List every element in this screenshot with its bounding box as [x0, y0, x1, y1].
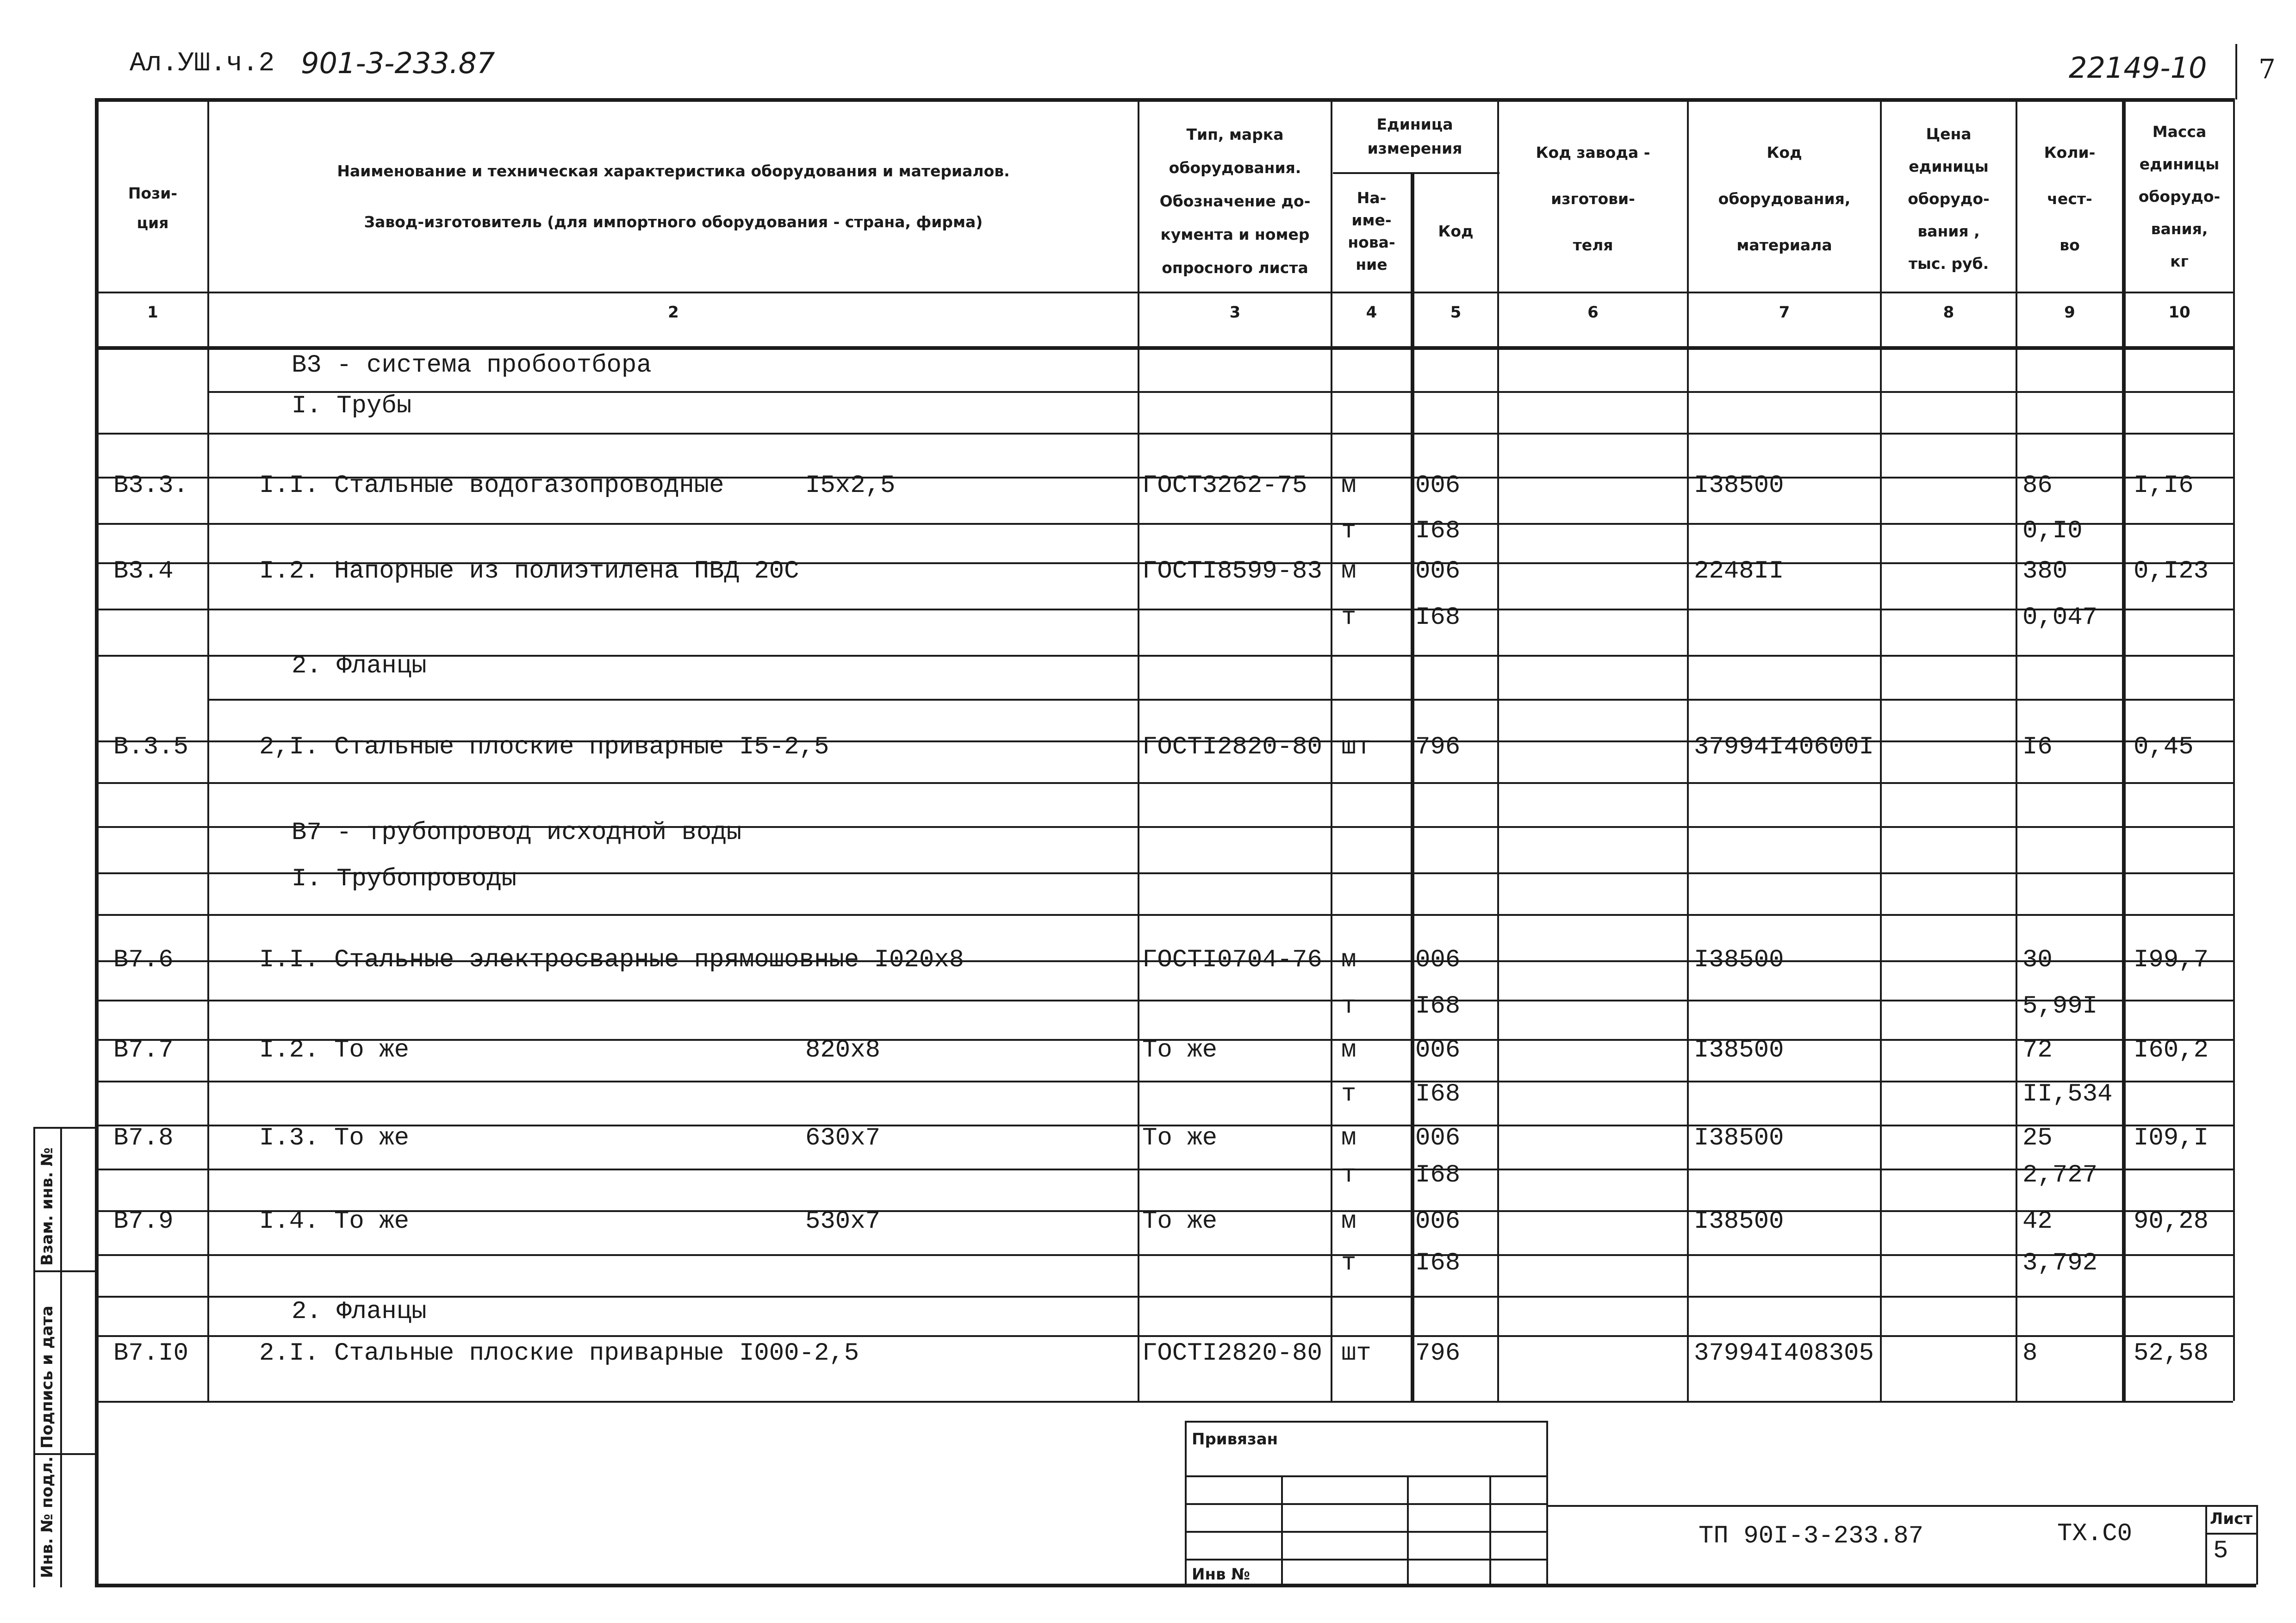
row-code: 37994I40600I: [1694, 733, 1874, 761]
row-code: I38500: [1694, 946, 1784, 974]
column-number: 5: [1450, 303, 1462, 322]
col-line-4: [1411, 172, 1414, 1401]
row-pos: В3.4: [113, 557, 174, 585]
column-number: 4: [1366, 303, 1377, 322]
replace-inventory-label: Взам. инв. №: [38, 1147, 56, 1266]
margin-stamp-line: [33, 1453, 97, 1455]
row-ucode: 006: [1415, 946, 1461, 974]
row-qty: 30: [2022, 946, 2053, 974]
row-gost: ГОСТI2820-80: [1142, 1339, 1322, 1368]
row-ucode: 796: [1415, 1339, 1461, 1368]
stamp-line: [1185, 1475, 1548, 1477]
col-line-7: [1880, 98, 1882, 1401]
row-mass: 52,58: [2134, 1339, 2209, 1368]
sheet-cell-left: [2205, 1505, 2207, 1585]
stamp-line: [1185, 1559, 1548, 1561]
row-line: [207, 391, 2233, 393]
sheet-label: Лист: [2210, 1510, 2252, 1528]
title-line: [1548, 1505, 2256, 1507]
row-name: В7 - трубопровод исходной воды: [292, 819, 742, 847]
col-line-2: [1138, 98, 1139, 1401]
row-ucode: 006: [1415, 472, 1461, 500]
row-line: [95, 1335, 2233, 1337]
row-qty: 42: [2022, 1207, 2053, 1236]
row-pos: В7.7: [113, 1036, 174, 1064]
row-name: I. Трубы: [292, 392, 412, 420]
row-pos: В3.3.: [113, 472, 189, 500]
row-line: [95, 609, 2233, 610]
row-unit: м: [1341, 1036, 1356, 1064]
row-unit: м: [1341, 946, 1356, 974]
row-pos: В7.I0: [113, 1339, 189, 1368]
row-dim: 530х7: [805, 1207, 881, 1236]
row-code: I38500: [1694, 1036, 1784, 1064]
row-qty: 72: [2022, 1036, 2053, 1064]
row-gost: ГОСТI2820-80: [1142, 733, 1322, 761]
column-number: 2: [668, 303, 679, 322]
header-mass: Масса единицы оборудо- вания, кг: [2138, 123, 2221, 270]
row-qty: 380: [2022, 557, 2068, 585]
row-mass: I99,7: [2134, 946, 2209, 974]
table-body-bottom: [95, 1401, 2233, 1403]
row-ucode: 006: [1415, 557, 1461, 585]
inventory-number-label: Инв №: [1192, 1565, 1251, 1584]
col-line-5: [1497, 98, 1499, 1401]
archive-number: 22149-10: [2069, 51, 2207, 85]
row-unit: м: [1341, 472, 1356, 500]
row-qty: 5,99I: [2022, 992, 2098, 1020]
row-unit: т: [1341, 1249, 1356, 1277]
col-line-1: [207, 98, 209, 1401]
album-reference: Ал.УШ.ч.2: [130, 49, 275, 79]
row-name: I.2. Напорные из полиэтилена ПВД 20С: [259, 557, 799, 585]
stamp-top: [1185, 1421, 1548, 1423]
header-position: Пози- ция: [128, 184, 178, 232]
row-line: [95, 433, 2233, 435]
row-unit: т: [1341, 992, 1356, 1020]
table-top-border: [95, 98, 2233, 102]
row-unit: шт: [1341, 733, 1371, 761]
row-line: [95, 1000, 2233, 1001]
header-bottom-line: [95, 292, 2233, 293]
row-ucode: I68: [1415, 517, 1461, 545]
header-unit-code: Код: [1438, 222, 1474, 240]
row-name: 2,I. Стальные плоские приварные I5-2,5: [259, 733, 829, 761]
header-quantity: Коли- чест- во: [2044, 143, 2096, 254]
col-line-9: [2122, 98, 2126, 1401]
column-number: 7: [1779, 303, 1790, 322]
row-pos: В7.6: [113, 946, 174, 974]
signature-date-label: Подпись и дата: [38, 1306, 56, 1449]
page-number-divider: [2235, 44, 2237, 99]
row-code: I38500: [1694, 1207, 1784, 1236]
row-ucode: 796: [1415, 733, 1461, 761]
row-dim: I5х2,5: [805, 472, 896, 500]
row-name: I.2. То же: [259, 1036, 410, 1064]
header-type: Тип, марка оборудования. Обозначение до- кумента и номер опросного листа: [1159, 125, 1311, 277]
row-gost: То же: [1142, 1036, 1218, 1064]
col-line-3: [1331, 98, 1332, 1401]
column-number: 10: [2168, 303, 2190, 322]
row-name: I.3. То же: [259, 1124, 410, 1152]
row-mass: I60,2: [2134, 1036, 2209, 1064]
project-code: 901-3-233.87: [301, 46, 495, 80]
page-bottom-border: [95, 1584, 2256, 1587]
table-right-border: [2233, 98, 2235, 1401]
row-qty: 0,I0: [2022, 517, 2083, 545]
row-code: I38500: [1694, 472, 1784, 500]
row-name: 2. Фланцы: [292, 652, 427, 680]
stamp-col: [1281, 1475, 1283, 1587]
row-ucode: I68: [1415, 992, 1461, 1020]
row-gost: То же: [1142, 1207, 1218, 1236]
document-designation: ТП 90I-3-233.87: [1699, 1522, 1924, 1550]
unit-subheader-line: [1333, 172, 1500, 174]
column-number: 8: [1943, 303, 1954, 322]
column-number: 3: [1229, 303, 1241, 322]
row-unit: м: [1341, 557, 1356, 585]
header-unit-name: На- име- нова- ние: [1348, 189, 1395, 274]
row-name: I.4. То же: [259, 1207, 410, 1236]
row-qty: 0,047: [2022, 603, 2098, 632]
row-line: [95, 782, 2233, 784]
col-line-8: [2016, 98, 2017, 1401]
row-ucode: 006: [1415, 1036, 1461, 1064]
row-ucode: I68: [1415, 1080, 1461, 1108]
column-number: 9: [2064, 303, 2075, 322]
row-name: В3 - система пробоотбора: [292, 351, 652, 379]
margin-stamp-line: [33, 1270, 97, 1272]
row-qty: 8: [2022, 1339, 2038, 1368]
row-qty: I6: [2022, 733, 2053, 761]
header-unit-group: Единица измерения: [1367, 115, 1462, 157]
header-maker-code: Код завода - изготови- теля: [1536, 143, 1650, 254]
column-number: 1: [147, 303, 158, 322]
row-dim: 820х8: [805, 1036, 881, 1064]
original-inventory-label: Инв. № подл.: [38, 1456, 56, 1578]
row-mass: 0,45: [2134, 733, 2194, 761]
row-dim: 630х7: [805, 1124, 881, 1152]
row-gost: ГОСТI8599-83: [1142, 557, 1322, 585]
row-name: 2. Фланцы: [292, 1298, 427, 1326]
data-block-top: [1411, 346, 2126, 350]
row-mass: I09,I: [2134, 1124, 2209, 1152]
row-gost: То же: [1142, 1124, 1218, 1152]
row-gost: ГОСТI0704-76: [1142, 946, 1322, 974]
stamp-line: [1185, 1531, 1548, 1533]
row-mass: I,I6: [2134, 472, 2194, 500]
page-number: 7: [2259, 53, 2276, 85]
sheet-cell-divider: [2205, 1533, 2256, 1535]
header-equipment-code: Код оборудования, материала: [1718, 143, 1851, 254]
row-pos: В7.9: [113, 1207, 174, 1236]
row-qty: 2,727: [2022, 1161, 2098, 1189]
row-name: I.I. Стальные электросварные прямошовные I020х8: [259, 946, 964, 974]
sheet-number: 5: [2213, 1537, 2228, 1565]
row-ucode: I68: [1415, 603, 1461, 632]
header-price: Цена единицы оборудо- вания , тыс. руб.: [1908, 125, 1990, 273]
sheet-cell-right: [2256, 1505, 2258, 1585]
document-code: ТХ.С0: [2057, 1520, 2133, 1548]
row-ucode: I68: [1415, 1161, 1461, 1189]
row-line: [95, 523, 2233, 525]
row-qty: II,534: [2022, 1080, 2113, 1108]
row-line: [95, 1169, 2233, 1170]
row-gost: ГОСТ3262-75: [1142, 472, 1307, 500]
stamp-col: [1489, 1475, 1491, 1587]
row-pos: В.3.5: [113, 733, 189, 761]
row-mass: 0,I23: [2134, 557, 2209, 585]
margin-stamp-left: [33, 1127, 35, 1587]
stamp-line: [1185, 1503, 1548, 1505]
row-unit: т: [1341, 603, 1356, 632]
column-number: 6: [1587, 303, 1599, 322]
row-code: 37994I408305: [1694, 1339, 1874, 1368]
attached-label: Привязан: [1192, 1430, 1278, 1449]
row-qty: 86: [2022, 472, 2053, 500]
row-code: 2248II: [1694, 557, 1784, 585]
margin-stamp-divider: [60, 1127, 62, 1587]
row-ucode: I68: [1415, 1249, 1461, 1277]
row-unit: т: [1341, 1080, 1356, 1108]
row-ucode: 006: [1415, 1124, 1461, 1152]
margin-stamp-top: [33, 1127, 97, 1129]
row-mass: 90,28: [2134, 1207, 2209, 1236]
row-name: 2.I. Стальные плоские приварные I000-2,5: [259, 1339, 859, 1368]
stamp-col: [1407, 1475, 1409, 1587]
row-unit: м: [1341, 1124, 1356, 1152]
row-line: [95, 914, 2233, 916]
row-unit: т: [1341, 517, 1356, 545]
row-line: [95, 1254, 2233, 1256]
row-unit: т: [1341, 1161, 1356, 1189]
row-ucode: 006: [1415, 1207, 1461, 1236]
header-name: Наименование и техническая характеристика оборудования и материалов. Завод-изготовитель (для импортного оборудования - страна, фирма): [337, 162, 1010, 231]
row-unit: шт: [1341, 1339, 1371, 1368]
row-unit: м: [1341, 1207, 1356, 1236]
row-code: I38500: [1694, 1124, 1784, 1152]
col-line-6: [1687, 98, 1689, 1401]
row-line: [95, 1081, 2233, 1082]
row-name: I.I. Стальные водогазопроводные: [259, 472, 724, 500]
row-name: I. Трубопроводы: [292, 865, 517, 893]
row-line: [207, 699, 2233, 701]
row-qty: 25: [2022, 1124, 2053, 1152]
row-qty: 3,792: [2022, 1249, 2098, 1277]
row-pos: В7.8: [113, 1124, 174, 1152]
